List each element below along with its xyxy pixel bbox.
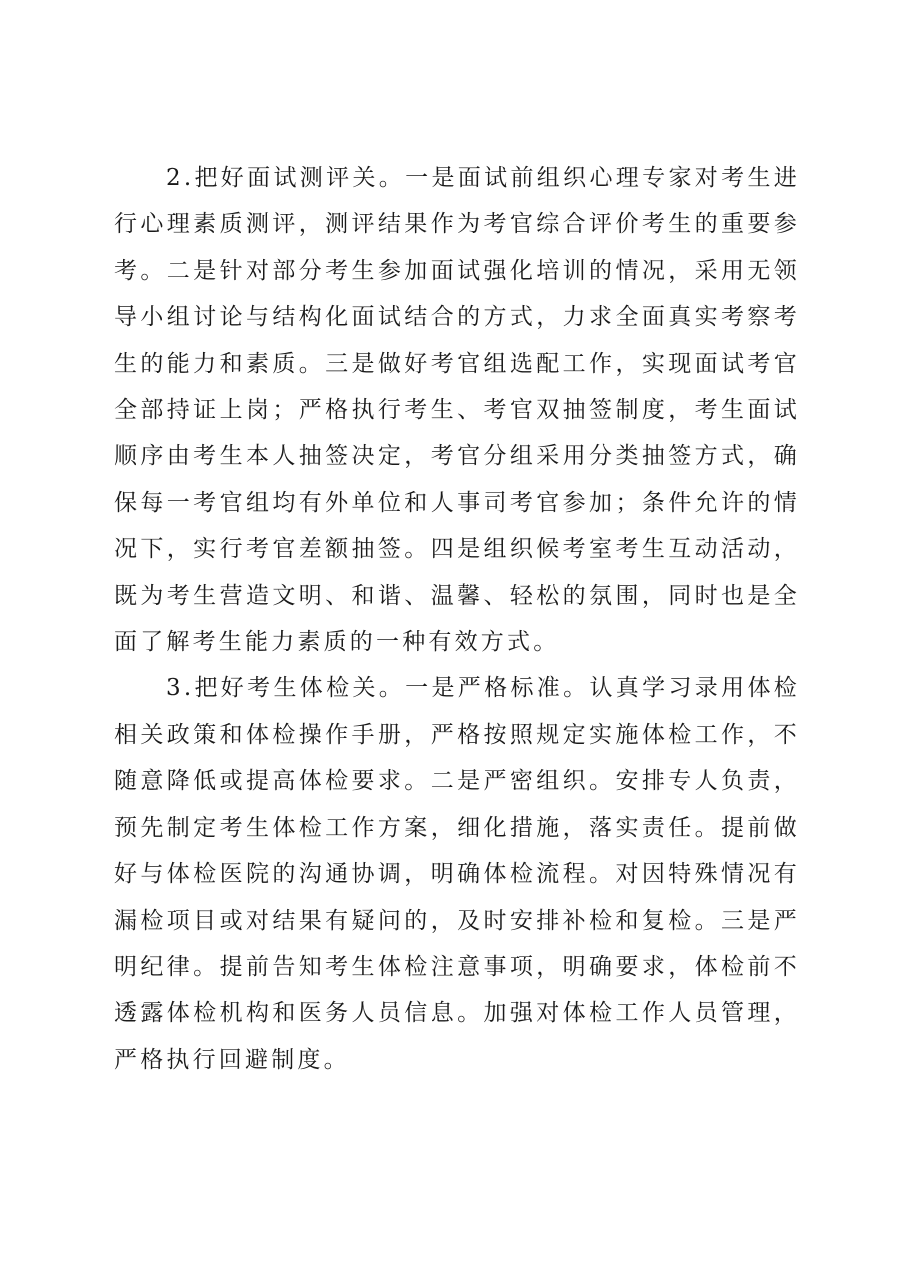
document-page (114, 155, 800, 1083)
paragraph-interview-assessment: 2.把好面试测评关。一是面试前组织心理专家对考生进行心理素质测评，测评结果作为考官综合评价考生的重要参考。二是针对部分考生参加面试强化培训的情况，采用无领导小组讨论与结构化面试结合的方式，力求全面真实考察考生的能力和素质。三是做好考官组选配工作，实现面试考官全部持证上岗；严格执行考生、考官双抽签制度，考生面试顺序由考生本人抽签决定，考官分组采用分类抽签方式，确保每一考官组均有外单位和人事司考官参加；条件允许的情况下，实行考官差额抽签。四是组织候考室考生互动活动，既为考生营造文明、和谐、温馨、轻松的氛围，同时也是全面了解考生能力素质的一种有效方式。 (114, 165, 800, 656)
paragraph-medical-examination: 3.把好考生体检关。一是严格标准。认真学习录用体检相关政策和体检操作手册，严格按照规定实施体检工作，不随意降低或提高体检要求。二是严密组织。安排专人负责，预先制定考生体检工作方案，细化措施，落实责任。提前做好与体检医院的沟通协调，明确体检流程。对因特殊情况有漏检项目或对结果有疑问的，及时安排补检和复检。三是严明纪律。提前告知考生体检注意事项，明确要求，体检前不透露体检机构和医务人员信息。加强对体检工作人员管理，严格执行回避制度。 (114, 675, 800, 1073)
